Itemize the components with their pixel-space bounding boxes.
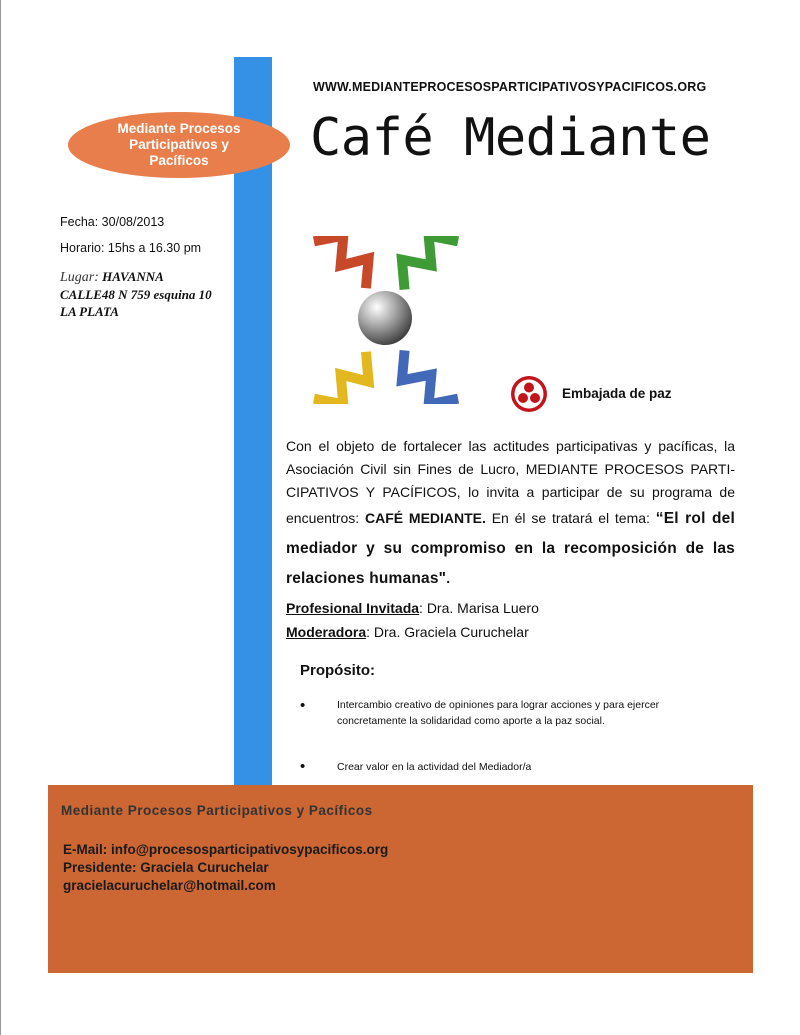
moderadora-value: : Dra. Graciela Curuchelar: [366, 624, 529, 640]
page-title: Café Mediante: [310, 108, 711, 168]
footer-contact: [63, 841, 388, 895]
bullet-1: •: [300, 697, 306, 714]
location-line-2: CALLE48 N 759 esquina 10: [60, 287, 212, 302]
peace-banner-icon: [509, 374, 549, 414]
tema-lead: En él se tratará el tema:: [491, 510, 650, 526]
profesional-label: Profesional Invitada: [286, 600, 420, 616]
moderadora-label: Moderadora: [286, 624, 367, 640]
logo-w-red: [314, 236, 382, 288]
program-name: CAFÉ MEDIANTE.: [364, 510, 486, 526]
footer-panel: [48, 785, 753, 973]
proposito-heading: Propósito:: [300, 662, 375, 679]
location-label: Lugar:: [60, 270, 99, 285]
profesional-invitada: [286, 600, 539, 616]
logo-w-green: [389, 236, 459, 290]
mediante-logo-icon: [300, 236, 472, 404]
invitation-paragraph: [286, 435, 735, 594]
intro-text: Con el objeto de fortalecer las actitudes participativas y pacíficas, la Asociación Civil sin Fines de Lucro, MEDIANTE PROCESOS PARTI-CIPATIVOS Y PACÍFICOS, lo invita a participar de su programa de encuentros:: [286, 438, 735, 526]
page-left-edge: [0, 0, 1, 1035]
bullet-2: •: [300, 758, 306, 775]
website-url: WWW.MEDIANTEPROCESOSPARTICIPATIVOSYPACIFICOS.ORG: [313, 80, 707, 94]
moderadora: [286, 624, 529, 640]
tema-title: “El rol del mediador y su compromiso en la recomposición de las relaciones humanas": [286, 510, 735, 587]
location-line-3: LA PLATA: [60, 304, 119, 319]
tema-end: .: [446, 570, 451, 586]
event-date: Fecha: 30/08/2013: [60, 215, 165, 229]
proposito-item-1: Intercambio creativo de opiniones para lograr acciones y para ejercer concretamente la solidaridad como aporte a la paz social.: [337, 699, 660, 727]
profesional-value: : Dra. Marisa Luero: [419, 600, 539, 616]
event-location: [60, 268, 240, 320]
footer-email: E-Mail: info@procesosparticipativosypacificos.org: [63, 842, 389, 857]
org-oval-badge: [68, 112, 290, 178]
oval-line-2: Participativos y: [129, 137, 229, 152]
event-time: Horario: 15hs a 16.30 pm: [60, 241, 202, 255]
oval-line-1: Mediante Procesos: [117, 121, 241, 136]
oval-line-3: Pacíficos: [149, 153, 209, 168]
embajada-label: Embajada de paz: [562, 386, 672, 401]
proposito-item-2: Crear valor en la actividad del Mediador/a: [337, 761, 532, 773]
footer-contact-email: gracielacuruchelar@hotmail.com: [63, 878, 276, 893]
location-line-1: HAVANNA: [102, 269, 164, 284]
footer-org-name: Mediante Procesos Participativos y Pacíficos: [61, 803, 373, 818]
logo-m-yellow: [314, 352, 382, 404]
logo-sphere: [358, 291, 412, 345]
footer-presidente: Presidente: Graciela Curuchelar: [63, 860, 269, 875]
logo-m-blue: [389, 350, 459, 404]
